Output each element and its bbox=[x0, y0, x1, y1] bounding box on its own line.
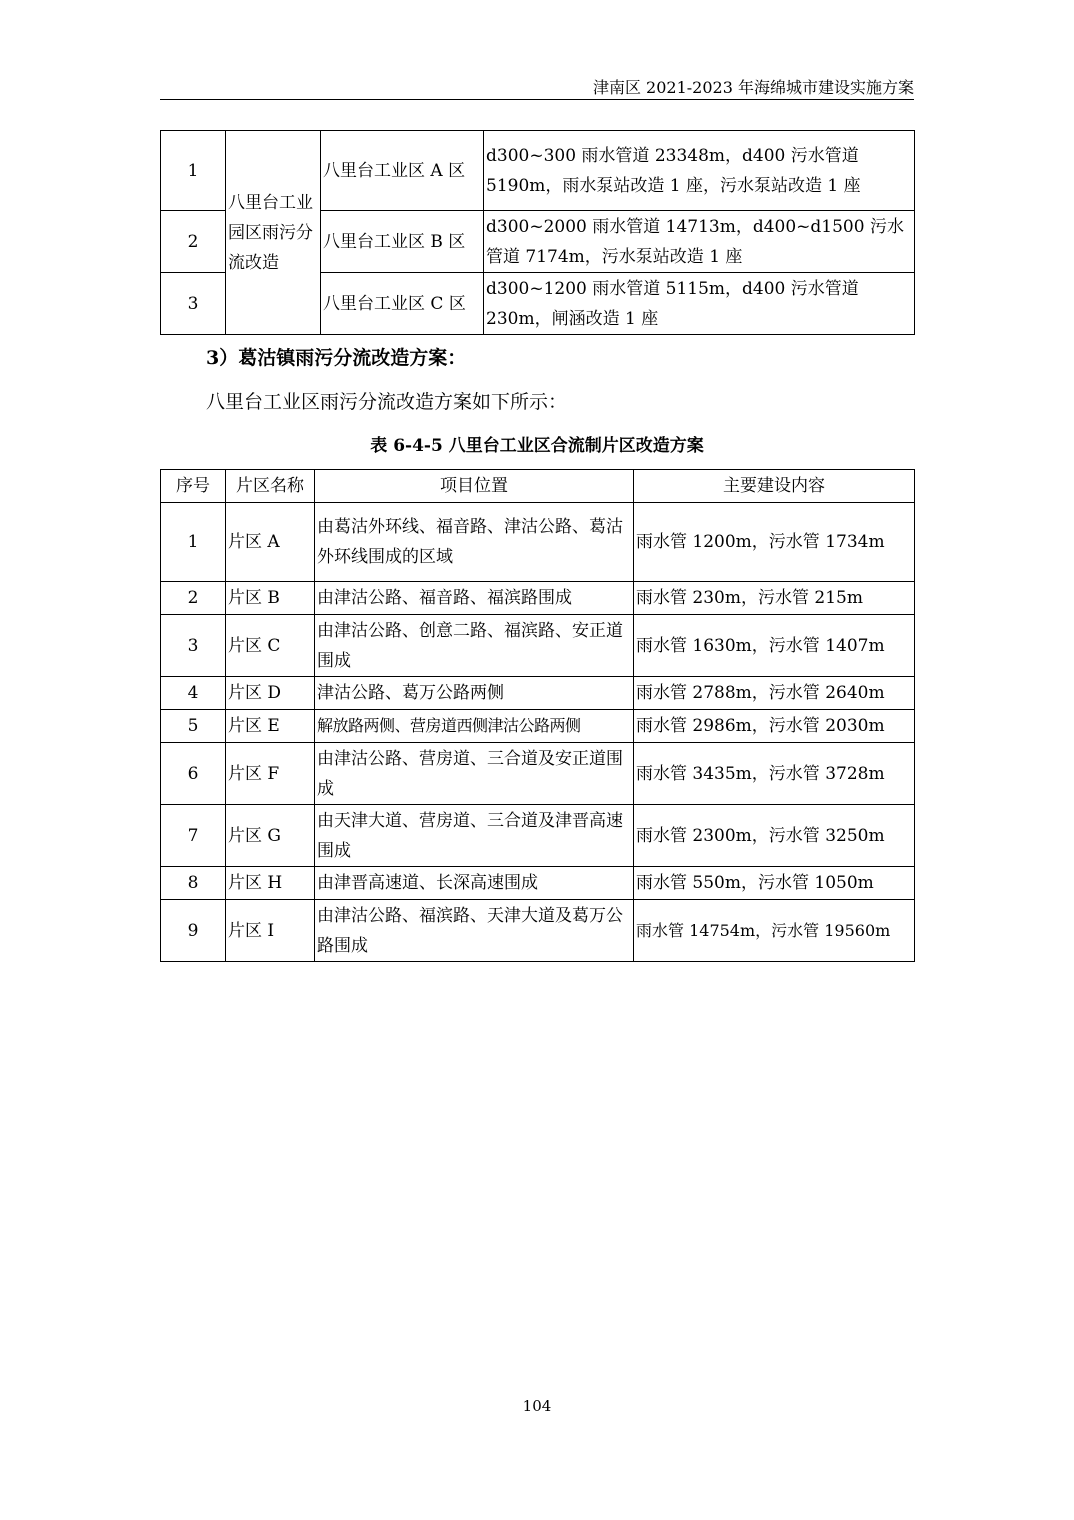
column-header: 片区名称 bbox=[226, 470, 315, 503]
table-header-row bbox=[161, 470, 915, 503]
row-number: 5 bbox=[161, 710, 226, 743]
table-row bbox=[161, 710, 915, 743]
table-row bbox=[161, 615, 915, 677]
intro-paragraph: 八里台工业区雨污分流改造方案如下所示： bbox=[206, 391, 568, 413]
running-header: 津南区 2021-2023 年海绵城市建设实施方案 bbox=[592, 78, 914, 97]
area-name: 八里台工业区 C 区 bbox=[321, 273, 484, 335]
district-name: 片区 F bbox=[226, 743, 315, 805]
project-location: 津沽公路、葛万公路两侧 bbox=[315, 677, 634, 710]
header-rule bbox=[160, 99, 914, 100]
row-number: 9 bbox=[161, 900, 226, 962]
project-location: 由天津大道、营房道、三合道及津晋高速围成 bbox=[315, 805, 634, 867]
row-number: 2 bbox=[161, 211, 226, 273]
table-row bbox=[161, 805, 915, 867]
page-number: 104 bbox=[522, 1397, 552, 1415]
district-name: 片区 D bbox=[226, 677, 315, 710]
row-number: 3 bbox=[161, 615, 226, 677]
project-location: 由津沽公路、福音路、福滨路围成 bbox=[315, 582, 634, 615]
table-industrial-zone bbox=[160, 130, 915, 335]
row-number: 1 bbox=[161, 131, 226, 211]
district-name: 片区 I bbox=[226, 900, 315, 962]
column-header: 主要建设内容 bbox=[634, 470, 915, 503]
table-row bbox=[161, 503, 915, 582]
project-location: 由津晋高速道、长深高速围成 bbox=[315, 867, 634, 900]
area-name: 八里台工业区 A 区 bbox=[321, 131, 484, 211]
construction-content: 雨水管 3435m，污水管 3728m bbox=[634, 743, 915, 805]
project-location: 由葛沽外环线、福音路、津沽公路、葛沽外环线围成的区域 bbox=[315, 503, 634, 582]
district-name: 片区 E bbox=[226, 710, 315, 743]
row-number: 7 bbox=[161, 805, 226, 867]
project-location: 由津沽公路、创意二路、福滨路、安正道围成 bbox=[315, 615, 634, 677]
district-name: 片区 G bbox=[226, 805, 315, 867]
table-caption: 表 6-4-5 八里台工业区合流制片区改造方案 bbox=[370, 436, 704, 456]
district-name: 片区 B bbox=[226, 582, 315, 615]
construction-content: 雨水管 230m，污水管 215m bbox=[634, 582, 915, 615]
table-row bbox=[161, 867, 915, 900]
district-name: 片区 A bbox=[226, 503, 315, 582]
column-header: 序号 bbox=[161, 470, 226, 503]
project-location: 由津沽公路、营房道、三合道及安正道围成 bbox=[315, 743, 634, 805]
row-number: 2 bbox=[161, 582, 226, 615]
row-number: 8 bbox=[161, 867, 226, 900]
construction-content: 雨水管 2788m，污水管 2640m bbox=[634, 677, 915, 710]
table-row bbox=[161, 582, 915, 615]
construction-content: 雨水管 2986m，污水管 2030m bbox=[634, 710, 915, 743]
table-row bbox=[161, 131, 915, 211]
table-row bbox=[161, 900, 915, 962]
construction-content: 雨水管 550m，污水管 1050m bbox=[634, 867, 915, 900]
table-row bbox=[161, 677, 915, 710]
row-number: 4 bbox=[161, 677, 226, 710]
construction-content: 雨水管 1630m，污水管 1407m bbox=[634, 615, 915, 677]
project-location: 解放路两侧、营房道西侧津沽公路两侧 bbox=[315, 710, 634, 743]
construction-content: 雨水管 14754m，污水管 19560m bbox=[634, 900, 915, 962]
construction-content: d300~1200 雨水管道 5115m，d400 污水管道 230m，闸涵改造 1 座 bbox=[484, 273, 915, 335]
area-name: 八里台工业区 B 区 bbox=[321, 211, 484, 273]
row-number: 6 bbox=[161, 743, 226, 805]
construction-content: 雨水管 2300m，污水管 3250m bbox=[634, 805, 915, 867]
project-location: 由津沽公路、福滨路、天津大道及葛万公路围成 bbox=[315, 900, 634, 962]
section-heading: 3）葛沽镇雨污分流改造方案： bbox=[206, 347, 467, 369]
column-header: 项目位置 bbox=[315, 470, 634, 503]
row-number: 1 bbox=[161, 503, 226, 582]
district-name: 片区 H bbox=[226, 867, 315, 900]
district-name: 片区 C bbox=[226, 615, 315, 677]
construction-content: d300~300 雨水管道 23348m，d400 污水管道 5190m，雨水泵站改造 1 座，污水泵站改造 1 座 bbox=[484, 131, 915, 211]
row-number: 3 bbox=[161, 273, 226, 335]
construction-content: 雨水管 1200m，污水管 1734m bbox=[634, 503, 915, 582]
table-district-renovation bbox=[160, 469, 915, 962]
table-row bbox=[161, 743, 915, 805]
group-label: 八里台工业园区雨污分流改造 bbox=[226, 131, 321, 335]
construction-content: d300~2000 雨水管道 14713m，d400~d1500 污水管道 7174m，污水泵站改造 1 座 bbox=[484, 211, 915, 273]
